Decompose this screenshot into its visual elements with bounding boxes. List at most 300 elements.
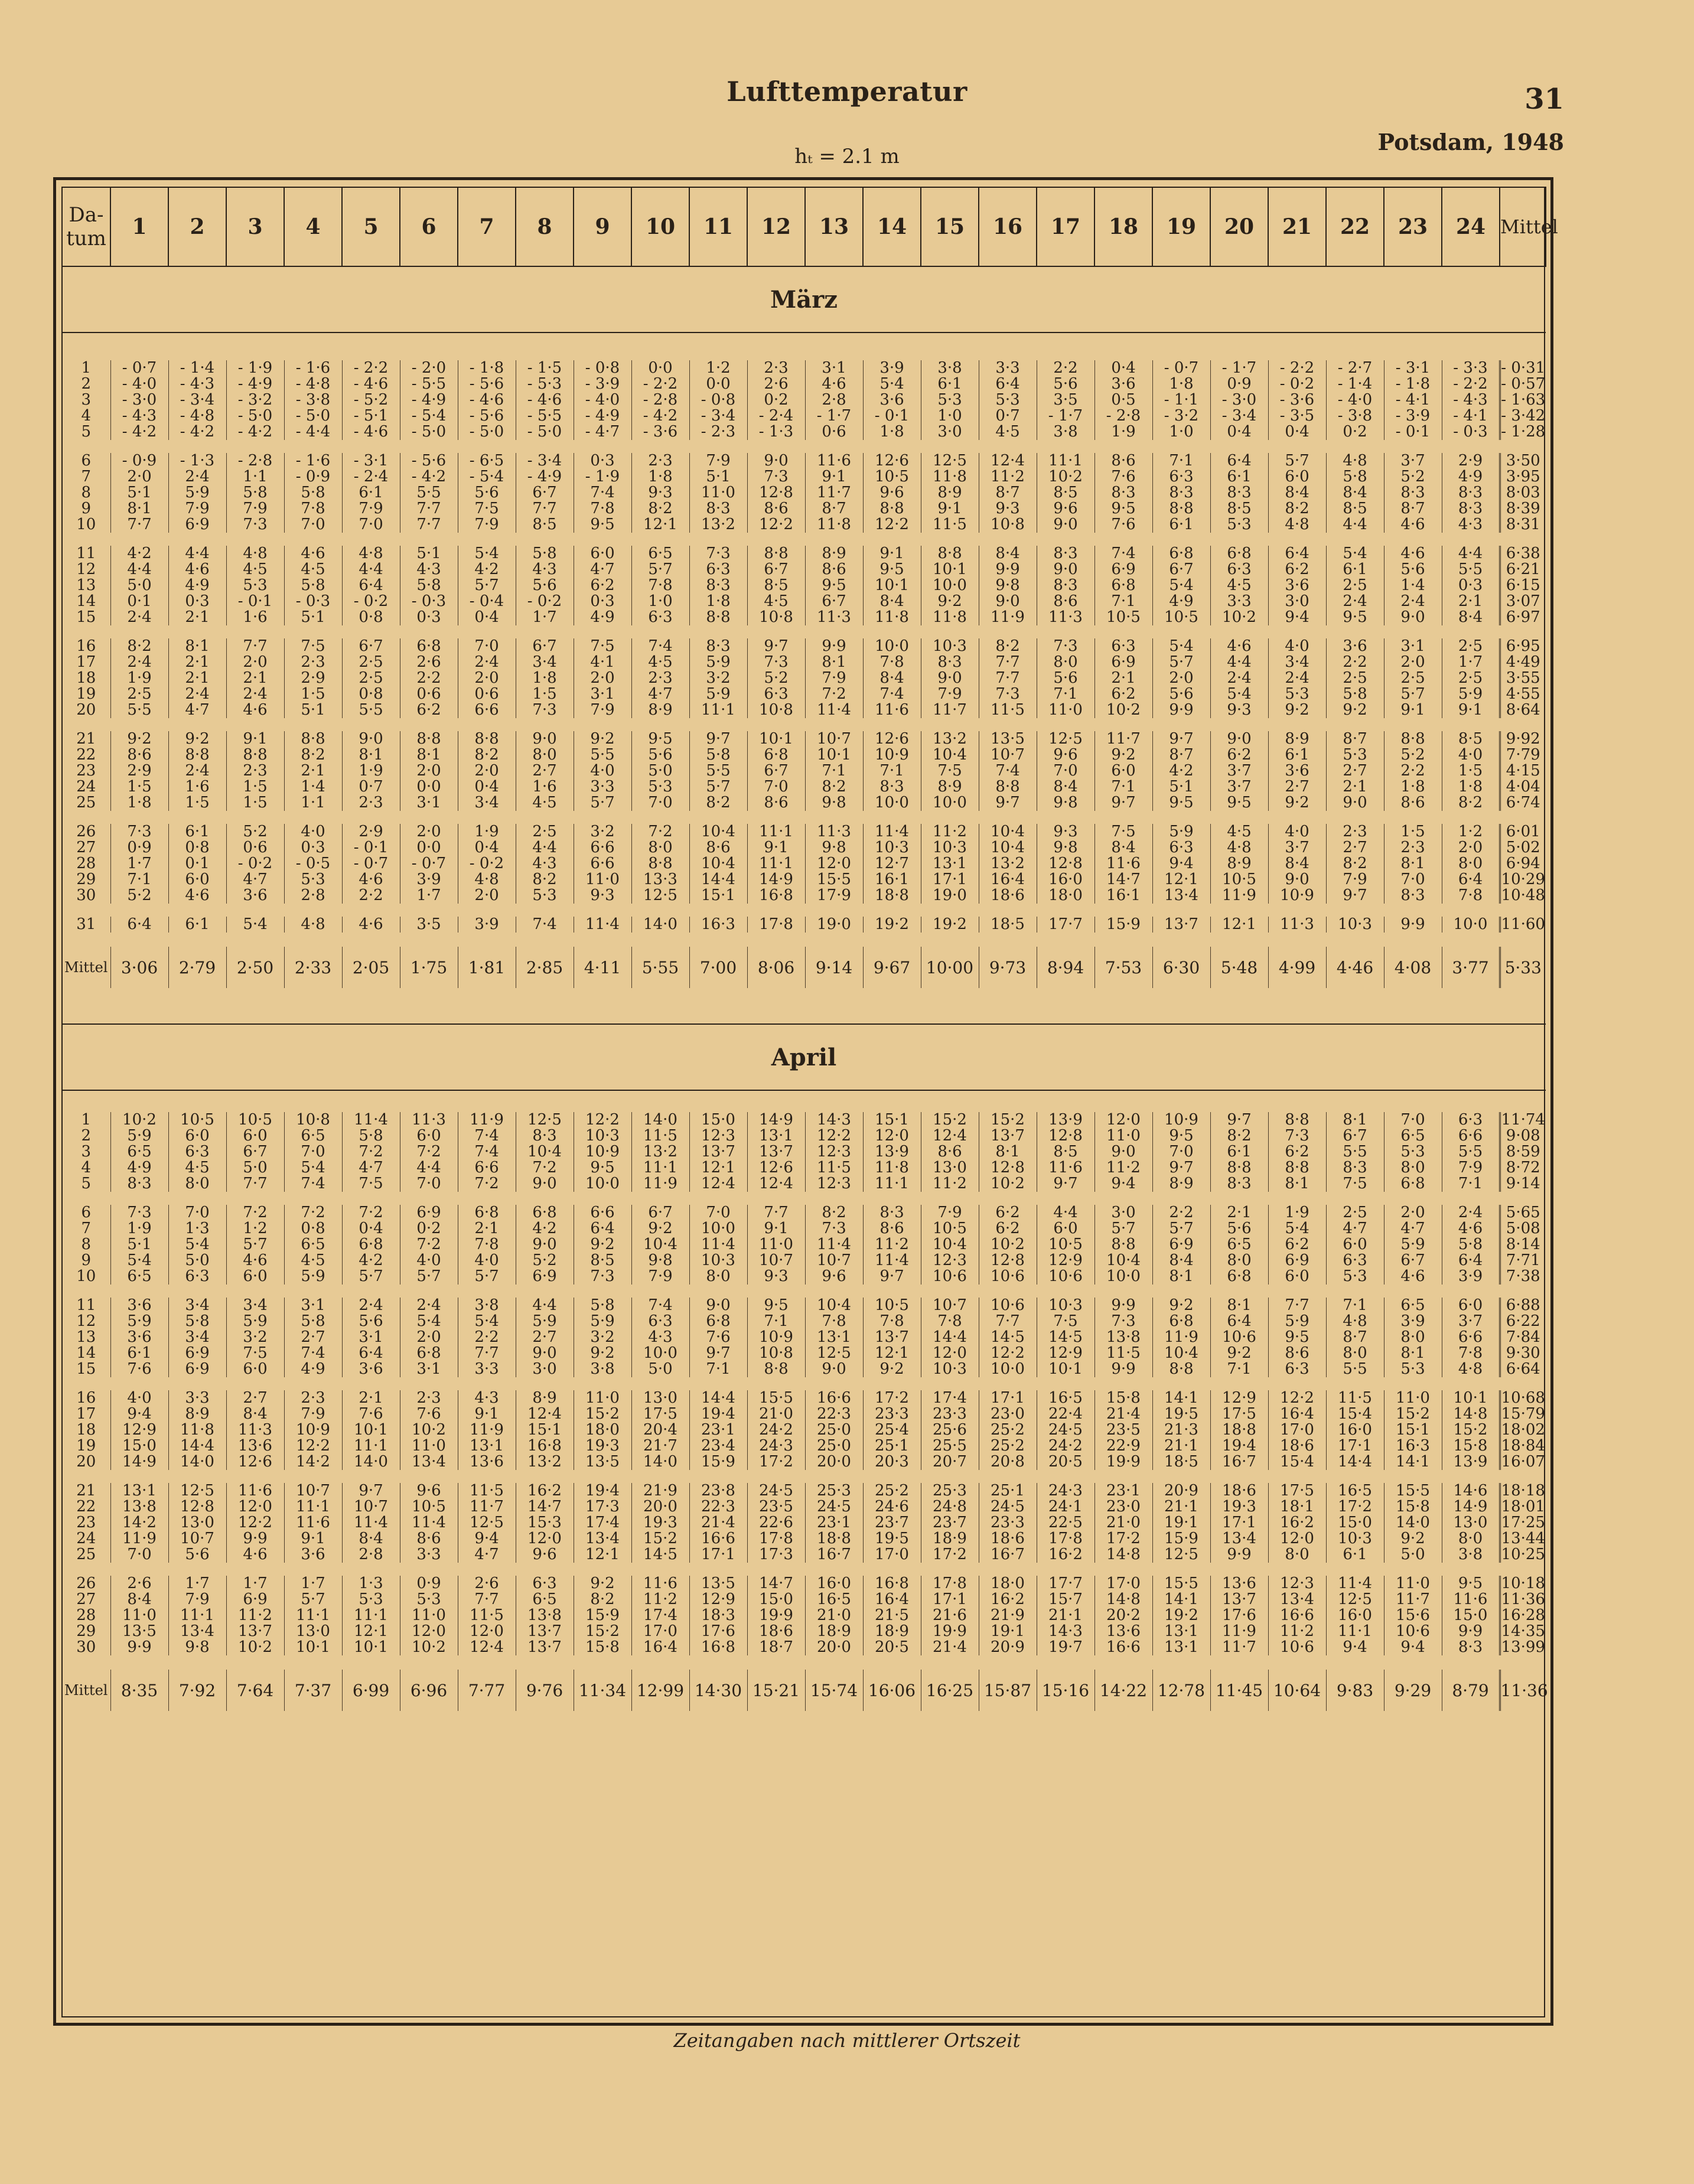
hour-value-cell: 5·3: [1210, 517, 1268, 533]
monthly-mean-hour: 4·46: [1326, 947, 1384, 988]
hour-value-cell: 7·7: [226, 1176, 284, 1192]
hour-value-cell: 15·8: [574, 1639, 631, 1655]
hour-value-cell: 10·0: [574, 1176, 631, 1192]
hour-value-cell: 7·2: [342, 1144, 400, 1160]
hour-value-cell: 8·0: [689, 1269, 747, 1285]
day-cell: 18: [76, 1421, 96, 1439]
hour-value-cell: 7·5: [574, 638, 631, 654]
hour-value-cell: 19·5: [863, 1531, 921, 1547]
hour-value-cell: 11·6: [1442, 1592, 1500, 1608]
hour-value-cell: 5·3: [1326, 747, 1384, 763]
hour-value-cell: 7·0: [284, 1144, 342, 1160]
daily-mean-cell: - 0·31: [1500, 360, 1546, 376]
hour-value-cell: 13·4: [1268, 1592, 1326, 1608]
hour-value-cell: 7·4: [863, 686, 921, 702]
hour-value-cell: 15·4: [1268, 1454, 1326, 1470]
hour-value-cell: 7·5: [1326, 1176, 1384, 1192]
hour-value-cell: 7·4: [631, 1298, 689, 1313]
hour-value-cell: 4·5: [747, 594, 805, 609]
day-cell: 3: [81, 1143, 92, 1161]
hour-value-cell: 11·1: [342, 1608, 400, 1624]
hour-value-cell: 2·7: [1268, 779, 1326, 795]
daily-mean-cell: 5·08: [1500, 1221, 1546, 1237]
hour-value-cell: 22·3: [689, 1499, 747, 1515]
hour-value-cell: 6·1: [168, 824, 226, 840]
hour-value-cell: 9·2: [921, 594, 979, 609]
hour-value-cell: 9·3: [574, 888, 631, 904]
hour-value-cell: 17·5: [1210, 1406, 1268, 1422]
hour-value-cell: 8·3: [1037, 546, 1094, 562]
hour-value-cell: 9·6: [400, 1483, 458, 1499]
hour-value-cell: 6·2: [1268, 1144, 1326, 1160]
hour-value-cell: 4·4: [1210, 654, 1268, 670]
instrument-height: hₜ = 2.1 m: [794, 145, 900, 168]
column-header-hour: 5: [342, 187, 400, 266]
hour-value-cell: 4·7: [631, 686, 689, 702]
hour-value-cell: 3·2: [574, 824, 631, 840]
hour-value-cell: 17·0: [863, 1547, 921, 1563]
hour-value-cell: 4·6: [284, 546, 342, 562]
hour-value-cell: - 0·1: [1384, 424, 1442, 440]
hour-value-cell: 10·8: [747, 1345, 805, 1361]
hour-value-cell: - 1·4: [1326, 376, 1384, 392]
hour-value-cell: 10·4: [689, 856, 747, 872]
hour-value-cell: 6·3: [1442, 1112, 1500, 1128]
hour-value-cell: 15·9: [689, 1454, 747, 1470]
hour-value-cell: 5·4: [110, 1253, 168, 1269]
column-header-hour: 19: [1152, 187, 1210, 266]
hour-value-cell: 7·1: [805, 763, 863, 779]
hour-value-cell: 15·1: [863, 1112, 921, 1128]
hour-value-cell: 9·4: [1268, 609, 1326, 625]
hour-value-cell: 3·6: [1268, 578, 1326, 594]
hour-value-cell: 15·5: [1152, 1576, 1210, 1592]
hour-value-cell: 24·2: [747, 1422, 805, 1438]
hour-value-cell: 8·1: [1268, 1176, 1326, 1192]
hour-value-cell: 18·6: [1210, 1483, 1268, 1499]
hour-value-cell: 7·7: [516, 501, 574, 517]
hour-value-cell: 12·5: [805, 1345, 863, 1361]
hour-value-cell: 6·6: [1442, 1329, 1500, 1345]
hour-value-cell: 6·4: [1210, 453, 1268, 469]
hour-value-cell: 4·8: [1442, 1361, 1500, 1377]
hour-value-cell: 18·6: [747, 1624, 805, 1639]
hour-value-cell: 5·3: [284, 872, 342, 888]
hour-value-cell: 10·1: [921, 562, 979, 578]
hour-value-cell: 12·8: [979, 1160, 1037, 1176]
daily-mean-cell: 8·59: [1500, 1144, 1546, 1160]
hour-value-cell: 7·9: [168, 501, 226, 517]
daily-mean-cell: 10·29: [1500, 872, 1546, 888]
hour-value-cell: 8·5: [574, 1253, 631, 1269]
hour-value-cell: 11·4: [805, 1237, 863, 1253]
daily-mean-cell: 18·84: [1500, 1438, 1546, 1454]
hour-value-cell: 10·9: [863, 747, 921, 763]
hour-value-cell: 14·1: [1384, 1454, 1442, 1470]
hour-value-cell: 9·7: [689, 731, 747, 747]
hour-value-cell: 8·0: [1384, 1329, 1442, 1345]
hour-value-cell: 6·1: [921, 376, 979, 392]
hour-value-cell: 6·3: [631, 1313, 689, 1329]
hour-value-cell: 2·9: [284, 670, 342, 686]
monthly-mean-hour: 7·00: [689, 947, 747, 988]
hour-value-cell: 12·6: [747, 1160, 805, 1176]
daily-mean-cell: 8·31: [1500, 517, 1546, 533]
daily-mean-cell: 6·64: [1500, 1361, 1546, 1377]
hour-value-cell: 10·9: [1268, 888, 1326, 904]
hour-value-cell: 8·9: [631, 702, 689, 718]
day-cell: 13: [76, 1328, 96, 1346]
hour-value-cell: 4·4: [110, 562, 168, 578]
hour-value-cell: 5·4: [284, 1160, 342, 1176]
hour-value-cell: 23·1: [689, 1422, 747, 1438]
hour-value-cell: 9·1: [226, 731, 284, 747]
hour-value-cell: 8·8: [1210, 1160, 1268, 1176]
hour-value-cell: 4·3: [1442, 517, 1500, 533]
hour-value-cell: 12·6: [226, 1454, 284, 1470]
hour-value-cell: 9·0: [1210, 731, 1268, 747]
hour-value-cell: 13·8: [110, 1499, 168, 1515]
hour-value-cell: 5·1: [284, 609, 342, 625]
hour-value-cell: - 0·7: [110, 360, 168, 376]
hour-value-cell: 3·6: [110, 1298, 168, 1313]
hour-value-cell: 5·4: [168, 1237, 226, 1253]
hour-value-cell: 13·9: [863, 1144, 921, 1160]
hour-value-cell: 9·9: [805, 638, 863, 654]
hour-value-cell: 5·8: [516, 546, 574, 562]
hour-value-cell: 17·5: [1268, 1483, 1326, 1499]
hour-value-cell: 4·7: [1326, 1221, 1384, 1237]
hour-value-cell: 9·7: [979, 795, 1037, 811]
hour-value-cell: - 4·1: [1442, 408, 1500, 424]
hour-value-cell: 6·1: [1152, 517, 1210, 533]
hour-value-cell: 7·0: [400, 1176, 458, 1192]
hour-value-cell: 6·8: [516, 1205, 574, 1221]
column-header-hour: 6: [400, 187, 458, 266]
hour-value-cell: 13·0: [631, 1390, 689, 1406]
station-year: Potsdam, 1948: [1377, 129, 1564, 155]
hour-value-cell: 5·7: [458, 578, 516, 594]
hour-value-cell: 2·7: [1326, 763, 1384, 779]
hour-value-cell: 8·3: [1210, 485, 1268, 501]
hour-value-cell: 8·4: [226, 1406, 284, 1422]
hour-value-cell: 12·3: [805, 1144, 863, 1160]
hour-value-cell: 4·8: [1326, 1313, 1384, 1329]
hour-value-cell: 12·5: [631, 888, 689, 904]
hour-value-cell: 10·4: [689, 824, 747, 840]
hour-value-cell: 4·8: [226, 546, 284, 562]
table-row: [62, 763, 1546, 779]
hour-value-cell: 5·3: [1384, 1144, 1442, 1160]
hour-value-cell: 11·4: [863, 1253, 921, 1269]
hour-value-cell: - 0·2: [226, 856, 284, 872]
hour-value-cell: 7·7: [979, 654, 1037, 670]
hour-value-cell: 3·5: [1037, 392, 1094, 408]
hour-value-cell: 1·7: [110, 856, 168, 872]
hour-value-cell: 23·3: [921, 1406, 979, 1422]
hour-value-cell: - 5·4: [400, 408, 458, 424]
hour-value-cell: 5·0: [631, 1361, 689, 1377]
hour-value-cell: 11·4: [400, 1515, 458, 1531]
day-cell: 11: [76, 545, 96, 562]
hour-value-cell: 11·6: [226, 1483, 284, 1499]
hour-value-cell: 11·0: [689, 485, 747, 501]
hour-value-cell: 21·4: [1094, 1406, 1152, 1422]
hour-value-cell: 5·4: [1152, 578, 1210, 594]
hour-value-cell: 12·1: [689, 1160, 747, 1176]
hour-value-cell: - 5·0: [400, 424, 458, 440]
hour-value-cell: 21·4: [689, 1515, 747, 1531]
hour-value-cell: 10·7: [921, 1298, 979, 1313]
hour-value-cell: 4·7: [226, 872, 284, 888]
hour-value-cell: 1·8: [689, 594, 747, 609]
day-cell: 1: [81, 359, 92, 377]
column-header-hour: 14: [863, 187, 921, 266]
hour-value-cell: 5·8: [168, 1313, 226, 1329]
hour-value-cell: 12·5: [168, 1483, 226, 1499]
hour-value-cell: 17·3: [747, 1547, 805, 1563]
hour-value-cell: 4·4: [400, 1160, 458, 1176]
hour-value-cell: 2·7: [1326, 840, 1384, 856]
hour-value-cell: 12·5: [1037, 731, 1094, 747]
hour-value-cell: 9·5: [805, 578, 863, 594]
hour-value-cell: 6·4: [574, 1221, 631, 1237]
hour-value-cell: 1·9: [1268, 1205, 1326, 1221]
hour-value-cell: 22·9: [1094, 1438, 1152, 1454]
hour-value-cell: 2·5: [1384, 670, 1442, 686]
hour-value-cell: 16·2: [1037, 1547, 1094, 1563]
hour-value-cell: 4·3: [458, 1390, 516, 1406]
hour-value-cell: 2·3: [631, 453, 689, 469]
day-cell: 16: [76, 1389, 96, 1407]
hour-value-cell: 21·1: [1152, 1438, 1210, 1454]
day-cell: 7: [81, 468, 92, 485]
hour-value-cell: 11·1: [1326, 1624, 1384, 1639]
hour-value-cell: 23·3: [863, 1406, 921, 1422]
hour-value-cell: 16·7: [805, 1547, 863, 1563]
hour-value-cell: 7·0: [1384, 872, 1442, 888]
hour-value-cell: 6·4: [1268, 546, 1326, 562]
hour-value-cell: 8·6: [1384, 795, 1442, 811]
hour-value-cell: - 1·6: [284, 453, 342, 469]
hour-value-cell: 0·4: [1268, 424, 1326, 440]
hour-value-cell: 2·5: [1326, 578, 1384, 594]
hour-value-cell: 11·4: [574, 917, 631, 933]
monthly-mean-hour: 14·22: [1094, 1670, 1152, 1711]
month-name: März: [62, 266, 1546, 333]
hour-value-cell: 20·0: [805, 1454, 863, 1470]
hour-value-cell: 10·1: [805, 747, 863, 763]
hour-value-cell: 1·7: [168, 1576, 226, 1592]
hour-value-cell: 1·8: [1442, 779, 1500, 795]
hour-value-cell: 3·3: [400, 1547, 458, 1563]
hour-value-cell: 17·7: [1037, 1576, 1094, 1592]
hour-value-cell: 17·8: [1037, 1531, 1094, 1547]
hour-value-cell: 5·5: [574, 747, 631, 763]
hour-value-cell: 5·2: [226, 824, 284, 840]
hour-value-cell: 14·5: [1037, 1329, 1094, 1345]
hour-value-cell: 10·5: [226, 1112, 284, 1128]
hour-value-cell: 7·1: [1152, 453, 1210, 469]
hour-value-cell: 19·0: [921, 888, 979, 904]
day-cell: 7: [81, 1220, 92, 1237]
hour-value-cell: 11·6: [284, 1515, 342, 1531]
daily-mean-cell: - 1·63: [1500, 392, 1546, 408]
hour-value-cell: 13·7: [516, 1624, 574, 1639]
hour-value-cell: 7·9: [284, 1406, 342, 1422]
hour-value-cell: 9·8: [168, 1639, 226, 1655]
hour-value-cell: 4·0: [400, 1253, 458, 1269]
hour-value-cell: 11·2: [1268, 1624, 1326, 1639]
hour-value-cell: 20·3: [863, 1454, 921, 1470]
hour-value-cell: 9·0: [516, 1345, 574, 1361]
hour-value-cell: 4·7: [342, 1160, 400, 1176]
hour-value-cell: 13·7: [1152, 917, 1210, 933]
hour-value-cell: 13·6: [458, 1454, 516, 1470]
hour-value-cell: 6·7: [747, 763, 805, 779]
hour-value-cell: 6·8: [342, 1237, 400, 1253]
hour-value-cell: 8·5: [1210, 501, 1268, 517]
hour-value-cell: 7·0: [342, 517, 400, 533]
hour-value-cell: 8·9: [168, 1406, 226, 1422]
hour-value-cell: 10·5: [863, 1298, 921, 1313]
monthly-mean-hour: 4·99: [1268, 947, 1326, 988]
hour-value-cell: 6·2: [1268, 562, 1326, 578]
hour-value-cell: - 4·6: [516, 392, 574, 408]
monthly-mean-hour: 15·74: [805, 1670, 863, 1711]
hour-value-cell: 3·4: [1268, 654, 1326, 670]
hour-value-cell: 2·5: [1442, 670, 1500, 686]
hour-value-cell: 2·1: [458, 1221, 516, 1237]
hour-value-cell: 14·0: [1384, 1515, 1442, 1531]
hour-value-cell: 8·8: [284, 731, 342, 747]
hour-value-cell: - 5·2: [342, 392, 400, 408]
hour-value-cell: - 3·0: [110, 392, 168, 408]
hour-value-cell: 8·8: [1384, 731, 1442, 747]
hour-value-cell: 12·8: [1037, 1128, 1094, 1144]
row-spacer: [62, 1377, 1546, 1390]
hour-value-cell: 3·1: [284, 1298, 342, 1313]
hour-value-cell: 6·6: [458, 702, 516, 718]
day-cell: 10: [76, 516, 96, 533]
hour-value-cell: 2·4: [1442, 1205, 1500, 1221]
hour-value-cell: - 3·2: [226, 392, 284, 408]
hour-value-cell: - 1·1: [1152, 392, 1210, 408]
hour-value-cell: 5·7: [284, 1592, 342, 1608]
hour-value-cell: 13·7: [863, 1329, 921, 1345]
hour-value-cell: 2·3: [284, 654, 342, 670]
column-header-hour: 12: [747, 187, 805, 266]
hour-value-cell: 4·4: [516, 1298, 574, 1313]
hour-value-cell: 9·5: [1210, 795, 1268, 811]
hour-value-cell: 7·9: [805, 670, 863, 686]
hour-value-cell: 7·7: [458, 1592, 516, 1608]
hour-value-cell: 16·0: [1037, 872, 1094, 888]
hour-value-cell: 16·4: [1268, 1406, 1326, 1422]
hour-value-cell: 7·0: [1037, 763, 1094, 779]
hour-value-cell: 8·5: [1037, 485, 1094, 501]
hour-value-cell: - 0·3: [400, 594, 458, 609]
hour-value-cell: 10·4: [1152, 1345, 1210, 1361]
hour-value-cell: 1·8: [516, 670, 574, 686]
hour-value-cell: - 0·2: [458, 856, 516, 872]
hour-value-cell: 2·1: [284, 763, 342, 779]
hour-value-cell: 6·4: [1442, 1253, 1500, 1269]
table-row: [62, 1483, 1546, 1499]
hour-value-cell: 16·0: [1326, 1608, 1384, 1624]
hour-value-cell: 7·9: [1326, 872, 1384, 888]
hour-value-cell: 9·7: [1037, 1176, 1094, 1192]
day-cell: 31: [76, 915, 96, 933]
hour-value-cell: 5·5: [342, 702, 400, 718]
hour-value-cell: 5·9: [226, 1313, 284, 1329]
hour-value-cell: 2·4: [342, 1298, 400, 1313]
hour-value-cell: 8·9: [1268, 731, 1326, 747]
hour-value-cell: 5·9: [110, 1313, 168, 1329]
table-row: [62, 546, 1546, 562]
hour-value-cell: 10·7: [168, 1531, 226, 1547]
hour-value-cell: 7·6: [689, 1329, 747, 1345]
hour-value-cell: 10·3: [921, 840, 979, 856]
hour-value-cell: 0·9: [1210, 376, 1268, 392]
hour-value-cell: 2·0: [458, 670, 516, 686]
hour-value-cell: 16·2: [1268, 1515, 1326, 1531]
hour-value-cell: 15·9: [1152, 1531, 1210, 1547]
daily-mean-cell: 14·35: [1500, 1624, 1546, 1639]
hour-value-cell: 3·4: [168, 1329, 226, 1345]
hour-value-cell: 8·0: [516, 747, 574, 763]
hour-value-cell: 25·0: [805, 1422, 863, 1438]
mittel-label: Mittel: [64, 1682, 108, 1699]
hour-value-cell: 15·0: [110, 1438, 168, 1454]
hour-value-cell: 4·4: [1326, 517, 1384, 533]
hour-value-cell: 2·4: [168, 469, 226, 485]
hour-value-cell: 23·0: [979, 1406, 1037, 1422]
hour-value-cell: 4·9: [1152, 594, 1210, 609]
hour-value-cell: 11·2: [921, 1176, 979, 1192]
hour-value-cell: 5·1: [284, 702, 342, 718]
table-row: [62, 747, 1546, 763]
hour-value-cell: 17·8: [747, 1531, 805, 1547]
monthly-mean-hour: 2·79: [168, 947, 226, 988]
hour-value-cell: 10·3: [1326, 917, 1384, 933]
hour-value-cell: 5·9: [1384, 1237, 1442, 1253]
hour-value-cell: 7·3: [226, 517, 284, 533]
hour-value-cell: 11·1: [284, 1499, 342, 1515]
hour-value-cell: 3·9: [1384, 1313, 1442, 1329]
hour-value-cell: 5·7: [400, 1269, 458, 1285]
hour-value-cell: 6·9: [400, 1205, 458, 1221]
hour-value-cell: 11·3: [400, 1112, 458, 1128]
hour-value-cell: 0·4: [458, 840, 516, 856]
hour-value-cell: 4·8: [284, 917, 342, 933]
hour-value-cell: 13·5: [979, 731, 1037, 747]
hour-value-cell: 9·0: [342, 731, 400, 747]
hour-value-cell: 5·7: [689, 779, 747, 795]
hour-value-cell: 3·0: [921, 424, 979, 440]
hour-value-cell: 17·3: [574, 1499, 631, 1515]
hour-value-cell: 25·2: [979, 1438, 1037, 1454]
hour-value-cell: 8·3: [1210, 1176, 1268, 1192]
month-header-row: [62, 266, 1546, 333]
hour-value-cell: 18·8: [805, 1531, 863, 1547]
table-row: [62, 1406, 1546, 1422]
daily-mean-cell: 9·30: [1500, 1345, 1546, 1361]
hour-value-cell: 8·2: [458, 747, 516, 763]
hour-value-cell: 5·7: [631, 562, 689, 578]
hour-value-cell: 12·3: [805, 1176, 863, 1192]
hour-value-cell: 8·2: [805, 1205, 863, 1221]
